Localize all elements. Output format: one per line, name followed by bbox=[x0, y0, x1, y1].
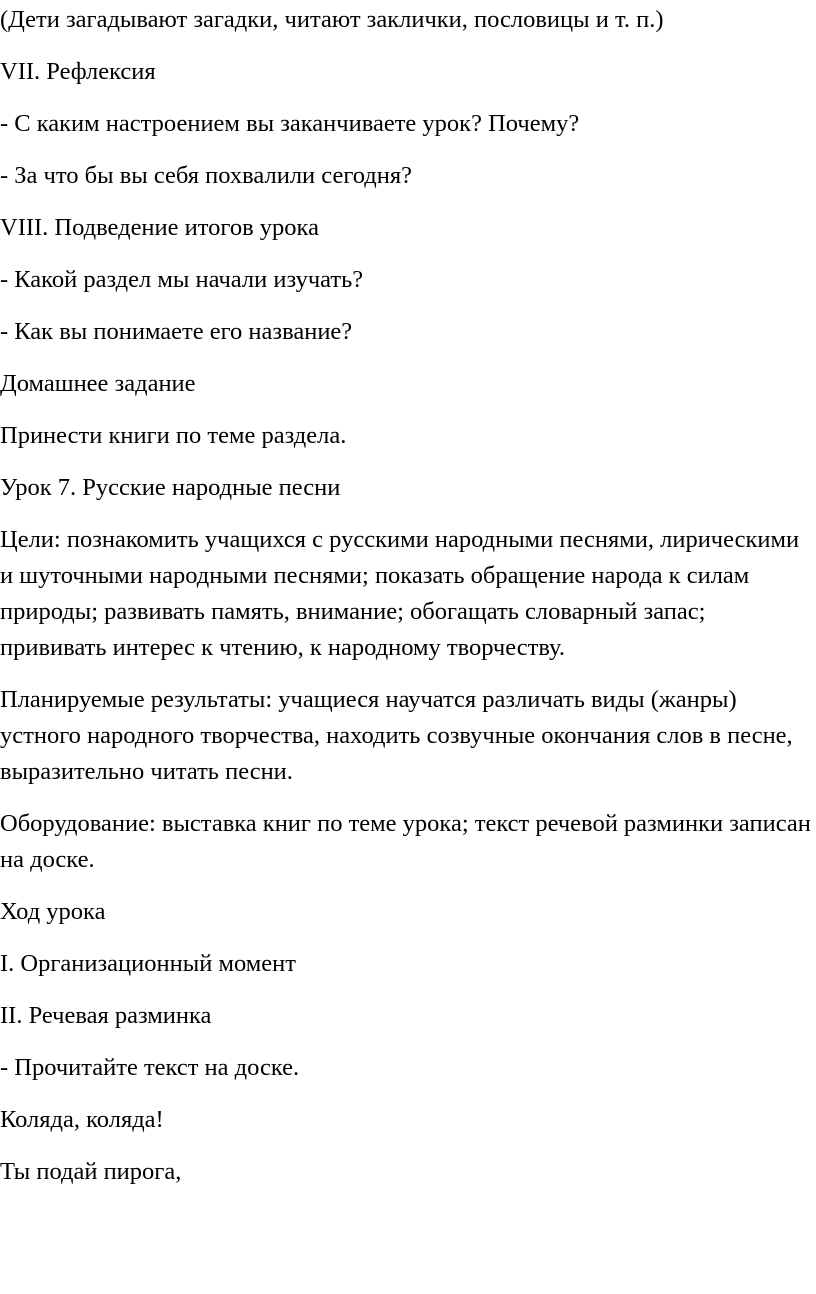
lesson-planned-results: Планируемые результаты: учащиеся научатся различать виды (жанры) устного народного творчества, находить созвучные окончания слов в песне, выразительно читать песни. bbox=[0, 686, 793, 785]
paragraph-activity-note: (Дети загадывают загадки, читают заклички, пословицы и т. п.) bbox=[0, 6, 664, 33]
question-section: - Какой раздел мы начали изучать? bbox=[0, 266, 364, 293]
heading-homework: Домашнее задание bbox=[0, 370, 196, 397]
heading-speech-warmup: II. Речевая разминка bbox=[0, 1002, 212, 1029]
verse-line-2: Ты подай пирога, bbox=[0, 1158, 182, 1185]
heading-reflection: VII. Рефлексия bbox=[0, 58, 156, 85]
lesson-equipment: Оборудование: выставка книг по теме урока; текст речевой разминки записан на доске. bbox=[0, 810, 811, 873]
heading-lesson-flow: Ход урока bbox=[0, 898, 106, 925]
heading-organizational-moment: I. Организационный момент bbox=[0, 950, 296, 977]
lesson-goals: Цели: познакомить учащихся с русскими народными песнями, лирическими и шуточными народными песнями; показать обращение народа к силам природы; развивать память, внимание; обогащать словарный запас; прививать интерес к чтению, к народному творчеству. bbox=[0, 526, 800, 661]
lesson-title: Урок 7. Русские народные песни bbox=[0, 474, 341, 501]
homework-text: Принести книги по теме раздела. bbox=[0, 422, 347, 449]
question-title-meaning: - Как вы понимаете его название? bbox=[0, 318, 353, 345]
instruction-read-board: - Прочитайте текст на доске. bbox=[0, 1054, 300, 1081]
question-mood: - С каким настроением вы заканчиваете урок? Почему? bbox=[0, 110, 580, 137]
question-praise: - За что бы вы себя похвалили сегодня? bbox=[0, 162, 413, 189]
heading-summary: VIII. Подведение итогов урока bbox=[0, 214, 319, 241]
verse-line-1: Коляда, коляда! bbox=[0, 1106, 164, 1133]
